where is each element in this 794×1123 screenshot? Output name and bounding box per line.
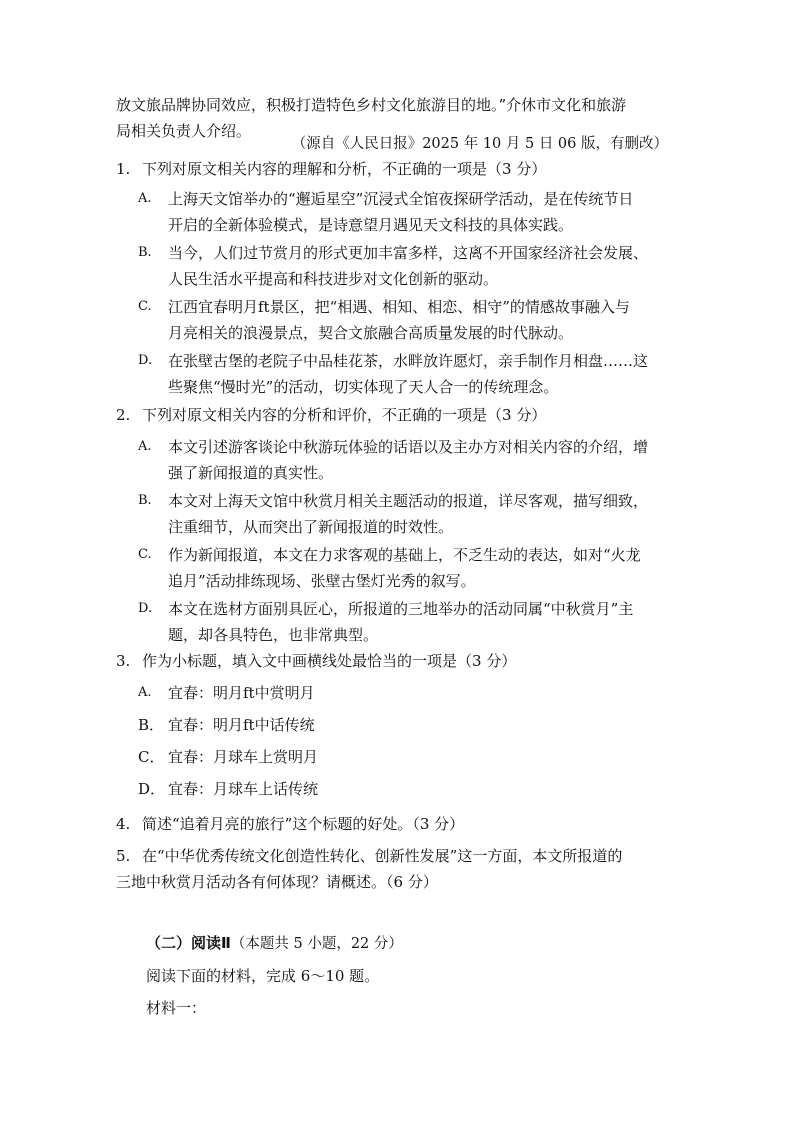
question-stem: 在“中华优秀传统文化创造性转化、创新性发展”这一方面，本文所报道的 (142, 847, 623, 865)
question-number: 3. (116, 652, 131, 670)
option-3b[interactable] (138, 712, 678, 738)
option-letter: C. (138, 547, 152, 562)
option-line: 上海天文馆举办的“邂逅星空”沉浸式全馆夜探研学活动，是在传统节日 (168, 190, 634, 208)
option-1d[interactable] (138, 348, 678, 400)
option-line: 江西宜春明月ft景区，把“相遇、相知、相恋、相守”的情感故事融入与 (168, 298, 630, 316)
question-number: 2. (116, 406, 131, 424)
option-line: 当今，人们过节赏月的形式更加丰富多样，这离不开国家经济社会发展、 (168, 244, 649, 262)
option-text: 宜春：明月ft中话传统 (168, 716, 315, 734)
option-line: 人民生活水平提高和科技进步对文化创新的驱动。 (168, 270, 499, 288)
option-letter: D. (138, 601, 153, 616)
option-text: 宜春：月球车上话传统 (168, 780, 319, 798)
question-stem: 简述“追着月亮的旅行”这个标题的好处。（3 分） (142, 815, 465, 833)
section-heading (146, 930, 646, 957)
option-line: 本文对上海天文馆中秋赏月相关主题活动的报道，详尽客观，描写细致， (168, 492, 649, 510)
option-letter: A. (138, 191, 152, 206)
option-letter: C. (138, 299, 152, 314)
question-2 (116, 402, 676, 428)
option-line: 本文在选材方面别具匠心，所报道的三地举办的活动同属“中秋赏月”主 (168, 600, 634, 618)
option-line: 题，却各具特色，也非常典型。 (168, 626, 379, 644)
question-stem: 作为小标题，填入文中画横线处最恰当的一项是（3 分） (142, 652, 517, 670)
option-2d[interactable] (138, 596, 678, 648)
option-1a[interactable] (138, 186, 678, 238)
option-text: 宜春：明月ft中赏明月 (168, 684, 315, 702)
option-letter: B. (138, 493, 152, 508)
intro-line-2: 局相关负责人介绍。 (116, 122, 252, 140)
option-3a[interactable] (138, 680, 678, 706)
option-2c[interactable] (138, 542, 678, 594)
option-3c[interactable] (138, 744, 678, 770)
option-line: 注重细节，从而突出了新闻报道的时效性。 (168, 518, 454, 536)
intro-line-1: 放文旅品牌协同效应，积极打造特色乡村文化旅游目的地。”介休市文化和旅游 (116, 96, 627, 114)
question-stem-continued: 三地中秋赏月活动各有何体现？请概述。（6 分） (116, 873, 438, 891)
option-line: 本文引述游客谈论中秋游玩体验的话语以及主办方对相关内容的介绍，增 (168, 438, 649, 456)
section-instruction: 阅读下面的材料，完成 6～10 题。 (146, 967, 380, 985)
question-number: 1. (116, 160, 131, 178)
question-1 (116, 156, 676, 182)
option-line: 些聚焦“慢时光”的活动，切实体现了天人合一的传统理念。 (168, 378, 559, 396)
option-letter: A. (138, 439, 152, 454)
material-label: 材料一： (146, 999, 207, 1017)
option-line: 作为新闻报道，本文在力求客观的基础上，不乏生动的表达，如对“火龙 (168, 546, 641, 564)
option-letter: B． (138, 716, 165, 734)
option-letter: B. (138, 245, 152, 260)
option-letter: D. (138, 353, 153, 368)
option-1c[interactable] (138, 294, 678, 346)
question-stem: 下列对原文相关内容的理解和分析，不正确的一项是（3 分） (142, 160, 547, 178)
option-line: 开启的全新体验模式，是诗意望月遇见天文科技的具体实践。 (168, 216, 574, 234)
question-4 (116, 811, 676, 837)
section-title: （二）阅读Ⅱ (146, 934, 231, 952)
question-stem: 下列对原文相关内容的分析和评价，不正确的一项是（3 分） (142, 406, 547, 424)
option-2b[interactable] (138, 488, 678, 540)
option-line: 追月”活动排练现场、张壁古堡灯光秀的叙写。 (168, 572, 476, 590)
option-line: 月亮相关的浪漫景点，契合文旅融合高质量发展的时代脉动。 (168, 324, 574, 342)
option-2a[interactable] (138, 434, 678, 486)
option-line: 强了新闻报道的真实性。 (168, 464, 334, 482)
option-letter: C． (138, 748, 165, 766)
option-letter: A. (138, 685, 152, 700)
option-1b[interactable] (138, 240, 678, 292)
source-citation: （源自《人民日报》2025 年 10 月 5 日 06 版，有删改） (291, 136, 668, 152)
question-3 (116, 648, 676, 674)
option-line: 在张壁古堡的老院子中品桂花茶，水畔放许愿灯，亲手制作月相盘……这 (168, 352, 649, 370)
option-3d[interactable] (138, 776, 678, 802)
question-5 (116, 843, 676, 895)
option-letter: D． (138, 780, 166, 798)
option-text: 宜春：月球车上赏明月 (168, 748, 319, 766)
question-number: 5. (116, 847, 131, 865)
question-number: 4. (116, 815, 131, 833)
section-subtitle: （本题共 5 小题，22 分） (230, 936, 403, 952)
